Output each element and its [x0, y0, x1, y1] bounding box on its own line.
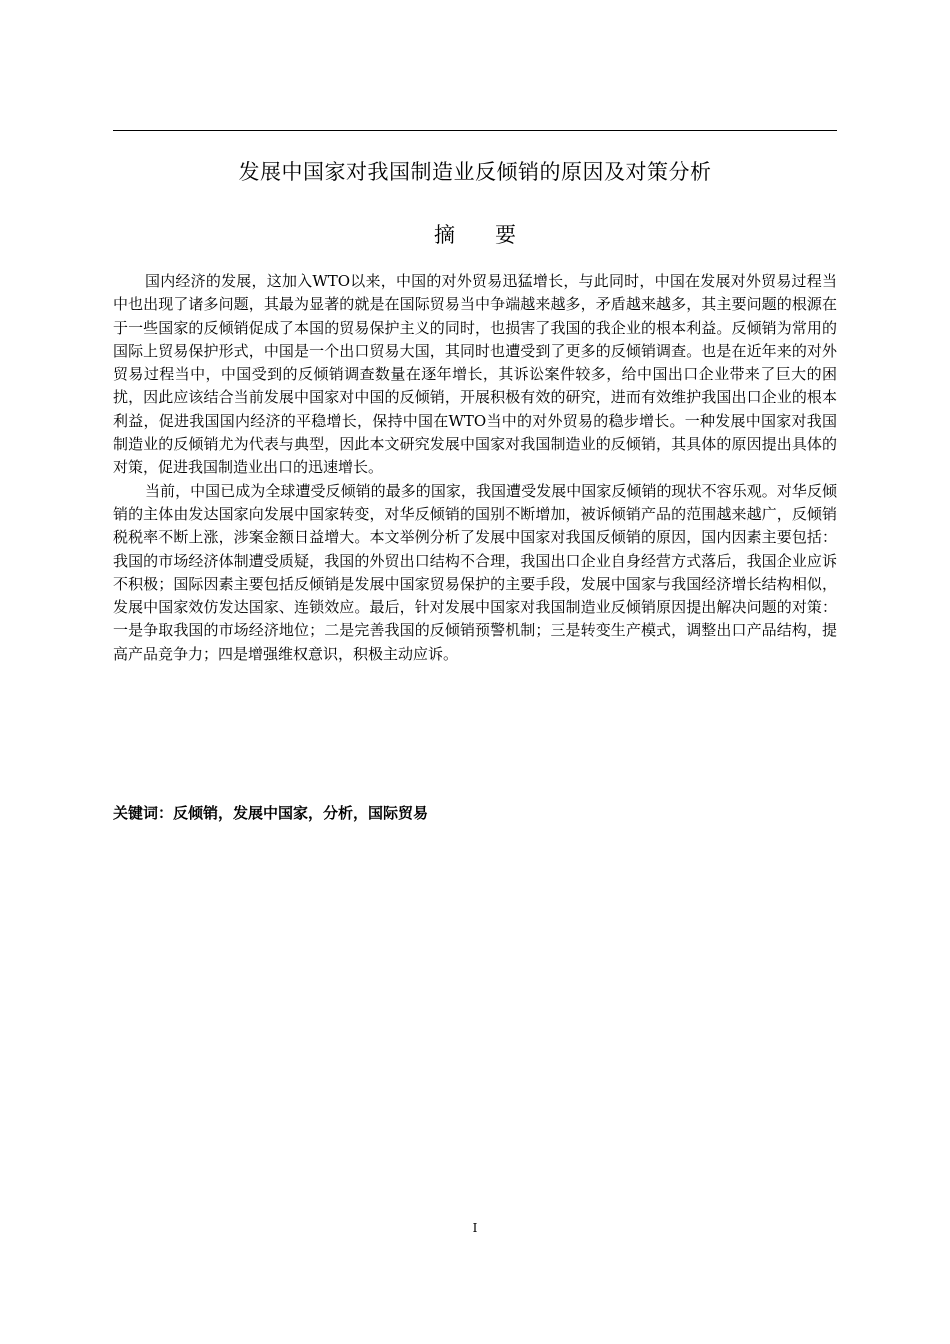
abstract-heading: 摘要: [434, 223, 556, 247]
abstract-paragraph-2: 当前，中国已成为全球遭受反倾销的最多的国家，我国遭受发展中国家反倾销的现状不容乐观。对华反倾销的主体由发达国家向发展中国家转变，对华反倾销的国别不断增加，被诉倾销产品的范围越来越广，反倾销税税率不断上涨，涉案金额日益增大。本文举例分析了发展中国家对我国反倾销的原因，国内因素主要包括：我国的市场经济体制遭受质疑，我国的外贸出口结构不合理，我国出口企业自身经营方式落后，我国企业应诉不积极；国际因素主要包括反倾销是发展中国家贸易保护的主要手段，发展中国家与我国经济增长结构相似，发展中国家效仿发达国家、连锁效应。最后，针对发展中国家对我国制造业反倾销原因提出解决问题的对策：一是争取我国的市场经济地位；二是完善我国的反倾销预警机制；三是转变生产模式，调整出口产品结构，提高产品竞争力；四是增强维权意识，积极主动应诉。: [113, 481, 837, 663]
abstract-paragraph-1: 国内经济的发展，这加入WTO以来，中国的对外贸易迅猛增长，与此同时，中国在发展对外贸易过程当中也出现了诸多问题，其最为显著的就是在国际贸易当中争端越来越多，矛盾越来越多，其主要问题的根源在于一些国家的反倾销促成了本国的贸易保护主义的同时，也损害了我国的我企业的根本利益。反倾销为常用的国际上贸易保护形式，中国是一个出口贸易大国，其同时也遭受到了更多的反倾销调查。也是在近年来的对外贸易过程当中，中国受到的反倾销调查数量在逐年增长，其诉讼案件较多，给中国出口企业带来了巨大的困扰，因此应该结合当前发展中国家对中国的反倾销，开展积极有效的研究，进而有效维护我国出口企业的根本利益，促进我国国内经济的平稳增长，保持中国在WTO当中的对外贸易的稳步增长。一种发展中国家对我国制造业的反倾销尤为代表与典型，因此本文研究发展中国家对我国制造业的反倾销，其具体的原因提出具体的对策，促进我国制造业出口的迅速增长。: [113, 272, 837, 477]
header-rule: [113, 130, 837, 131]
abstract-body: [113, 270, 837, 666]
page-number: I: [472, 1221, 478, 1235]
keywords-line: 关键词：反倾销，发展中国家，分析，国际贸易: [113, 804, 429, 822]
document-title: 发展中国家对我国制造业反倾销的原因及对策分析: [238, 160, 712, 184]
